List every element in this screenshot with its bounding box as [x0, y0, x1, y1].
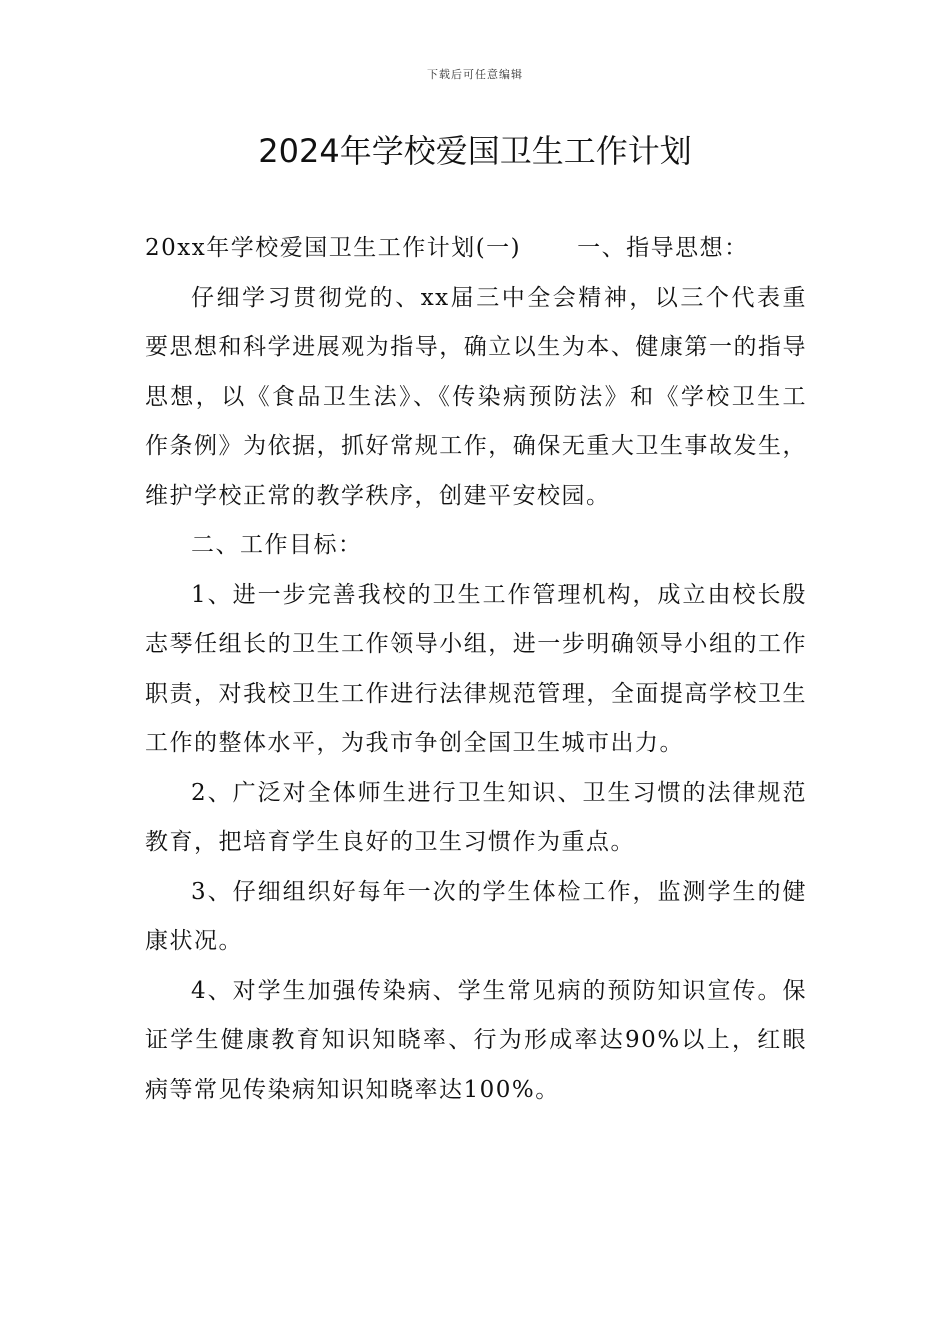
paragraph-goal-4: 4、对学生加强传染病、学生常见病的预防知识宣传。保证学生健康教育知识知晓率、行为形成率达90%以上，红眼病等常见传染病知识知晓率达100%。	[145, 977, 807, 1103]
header-note: 下载后可任意编辑	[427, 68, 523, 81]
document-body	[145, 224, 807, 1115]
paragraph-goal-2: 2、广泛对全体师生进行卫生知识、卫生习惯的法律规范教育，把培育学生良好的卫生习惯作为重点。	[145, 779, 807, 855]
paragraph-goal-1: 1、进一步完善我校的卫生工作管理机构，成立由校长殷志琴任组长的卫生工作领导小组，进一步明确领导小组的工作职责，对我校卫生工作进行法律规范管理，全面提高学校卫生工作的整体水平，为我市争创全国卫生城市出力。	[145, 581, 807, 756]
paragraph-guiding-idea: 仔细学习贯彻党的、xx届三中全会精神，以三个代表重要思想和科学进展观为指导，确立以生为本、健康第一的指导思想，以《食品卫生法》、《传染病预防法》和《学校卫生工作条例》为依据，抓好常规工作，确保无重大卫生事故发生，维护学校正常的教学秩序，创建平安校园。	[145, 284, 807, 509]
subtitle-line	[145, 224, 807, 274]
section-2-heading: 二、工作目标：	[191, 532, 363, 558]
document-title: 2024年学校爱国卫生工作计划	[258, 132, 692, 170]
document-subtitle: 20xx年学校爱国卫生工作计划(一)	[145, 235, 522, 261]
paragraph-goal-3: 3、仔细组织好每年一次的学生体检工作，监测学生的健康状况。	[145, 878, 807, 954]
section-1-heading: 一、指导思想：	[577, 235, 749, 261]
